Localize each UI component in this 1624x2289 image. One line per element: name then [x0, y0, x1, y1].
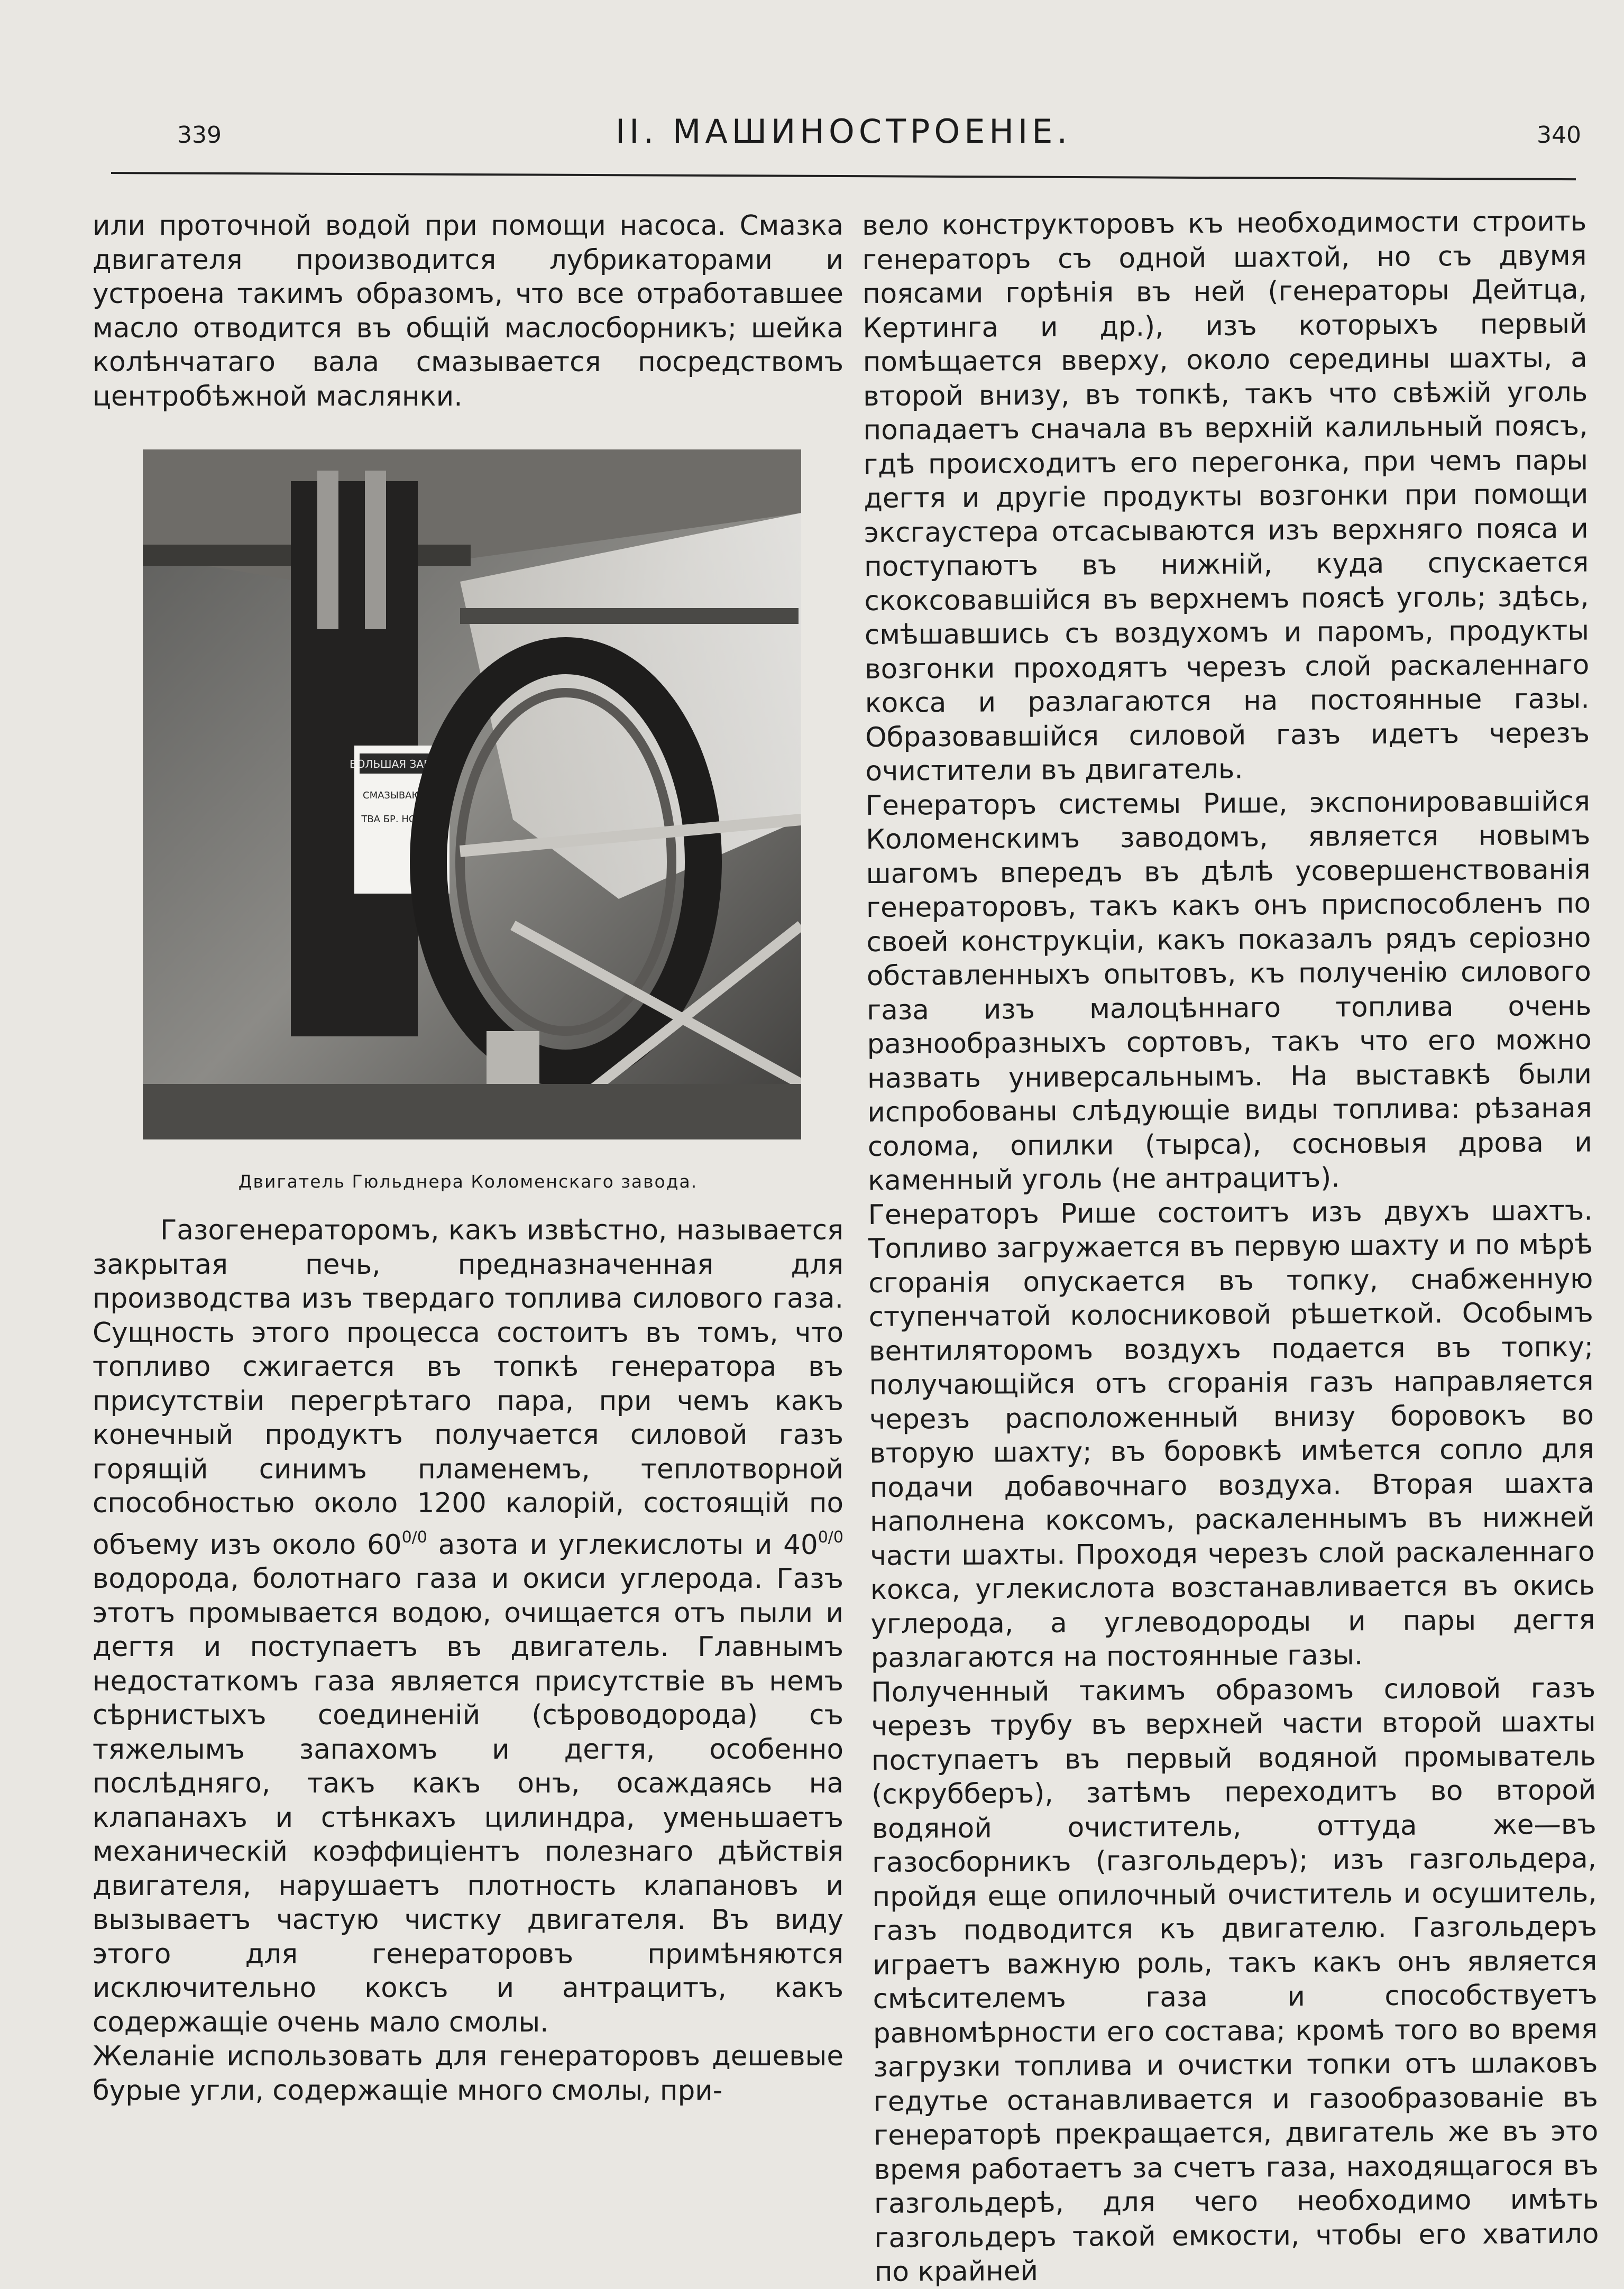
- left-paragraph-2-part-c: водорода, болотнаго газа и окиси углерода. Газъ этотъ промывается водою, очищается отъ пыли и дегтя и поступаетъ въ двигатель. Главнымъ недостаткомъ газа является присутствіе въ немъ сѣрнистыхъ соединеній (сѣроводорода) съ тяжелымъ запахомъ и дегтя, особенно послѣдняго, такъ какъ онъ, осаждаясь на клапанахъ и стѣнкахъ цилиндра, уменьшаетъ механическій коэффиціентъ полезнаго дѣйствія двигателя, нарушаетъ плотность клапановъ и вызываетъ частую чистку двигателя. Въ виду этого для генераторовъ примѣняются исключительно коксъ и антрацитъ, какъ содержащіе очень мало смолы.: [93, 1563, 843, 2038]
- right-paragraph-2: Генераторъ системы Рише, экспонировавшійся Коломенскимъ заводомъ, является новымъ шагомъ впередъ въ дѣлѣ усовершенствованія генераторовъ, такъ какъ онъ приспособленъ по своей конструкціи, какъ показалъ рядъ серіозно обставленныхъ опытовъ, къ полученію силового газа изъ малоцѣннаго топлива очень разнообразныхъ сортовъ, такъ что его можно назвать универсальнымъ. На выставкѣ были испробованы слѣдующіе виды топлива: рѣзаная солома, опилки (тырса), сосновыя дрова и каменный уголь (не антрацитъ).: [865, 785, 1592, 1197]
- left-paragraph-3: Желаніе использовать для генераторовъ дешевые бурые угли, содержащіе много смолы, при-: [93, 2040, 843, 2107]
- sign-text-1: БОЛЬШАЯ ЗАПЕЧЪ: [349, 758, 455, 770]
- sign-text-2: СМАЗЫВАЮТСЯ: [363, 790, 441, 801]
- header-rule: [111, 172, 1576, 180]
- right-paragraph-1: вело конструкторовъ къ необходимости строить генераторъ съ одной шахтой, но съ двумя поясами горѣнія въ ней (генераторы Дейтца, Кертинга и др.), изъ которыхъ первый помѣщается вверху, около середины шахты, а второй внизу, въ топкѣ, такъ что свѣжій уголь попадаетъ сначала въ верхній калильный поясъ, гдѣ происходитъ его перегонка, при чемъ пары дегтя и другіе продукты возгонки при помощи эксгаустера отсасываются изъ верхняго пояса и поступаютъ въ нижній, куда спускается скоксовавшійся въ верхнемъ поясѣ уголь; здѣсь, смѣшавшись съ воздухомъ и паромъ, продукты возгонки проходятъ черезъ слой раскаленнаго кокса и разлагаются на постоянные газы. Образовавшійся силовой газъ идетъ черезъ очистители въ двигатель.: [862, 205, 1590, 787]
- left-paragraph-1: или проточной водой при помощи насоса. Смазка двигателя производится лубрикаторами и устроена такимъ образомъ, что все отработавшее масло отводится въ общій маслосборникъ; шейка колѣнчатаго вала смазывается посредствомъ центробѣжной маслянки.: [93, 210, 843, 412]
- page-number-right: 340: [1537, 122, 1581, 149]
- percent-sign-1: 0/0: [401, 1528, 427, 1547]
- engine-photograph: [143, 449, 801, 1139]
- left-column-bottom: [93, 1214, 843, 2108]
- left-paragraph-2-part-b: азота и углекислоты и 40: [427, 1529, 818, 1561]
- percent-sign-2: 0/0: [818, 1528, 843, 1547]
- left-paragraph-2-part-a: Газогенераторомъ, какъ извѣстно, называется закрытая печь, предназначенная для производства изъ твердаго топлива силового газа. Сущность этого процесса состоитъ въ томъ, что топливо сжигается въ топкѣ генератора въ присутствіи перегрѣтаго пара, при чемъ какъ конечный продуктъ получается силовой газъ горящій синимъ пламенемъ, теплотворной способностью около 1200 калорій, состоящій по объему изъ около 60: [93, 1215, 843, 1561]
- right-column: [862, 205, 1599, 2289]
- left-paragraph-2: [93, 1214, 843, 2039]
- figure-caption: Двигатель Гюльднера Коломенскаго завода.: [238, 1171, 698, 1192]
- page-number-left: 339: [177, 122, 222, 149]
- left-column-top: [93, 209, 843, 413]
- sign-text-3: ТВА БР. НОБЕЛЬ: [361, 814, 443, 825]
- right-paragraph-3: Генераторъ Рише состоитъ изъ двухъ шахтъ. Топливо загружается въ первую шахту и по мѣрѣ сгоранія опускается въ топку, снабженную ступенчатой колосниковой рѣшеткой. Особымъ вентиляторомъ воздухъ подается въ топку; получающійся отъ сгоранія газъ направляется черезъ расположенный внизу боровокъ во вторую шахту; въ боровкѣ имѣется сопло для подачи добавочнаго воздуха. Вторая шахта наполнена коксомъ, раскаленнымъ въ нижней части шахты. Проходя черезъ слой раскаленнаго кокса, углекислота возстанавливается въ окись углерода, а углеводороды и пары дегтя разлагаются на постоянные газы.: [868, 1194, 1595, 1674]
- running-title: II. МАШИНОСТРОЕНІЕ.: [615, 112, 1072, 151]
- running-header: [106, 106, 1581, 164]
- right-paragraph-4: Полученный такимъ образомъ силовой газъ черезъ трубу въ верхней части второй шахты поступаетъ въ первый водяной промыватель (скрубберъ), затѣмъ переходитъ во второй водяной очиститель, оттуда же—въ газосборникъ (газгольдеръ); изъ газгольдера, пройдя еще опилочный очиститель и осушитель, газъ подводится къ двигателю. Газгольдеръ играетъ важную роль, такъ какъ онъ является смѣсителемъ газа и способствуетъ равномѣрности его состава; кромѣ того во время загрузки топлива и очистки топки отъ шлаковъ гедутье останавливается и газообразованіе въ генераторѣ прекращается, двигатель же въ это время работаетъ за счетъ газа, находящагося въ газгольдерѣ, для чего необходимо имѣть газгольдеръ такой емкости, чтобы его хватило по крайней: [870, 1672, 1599, 2288]
